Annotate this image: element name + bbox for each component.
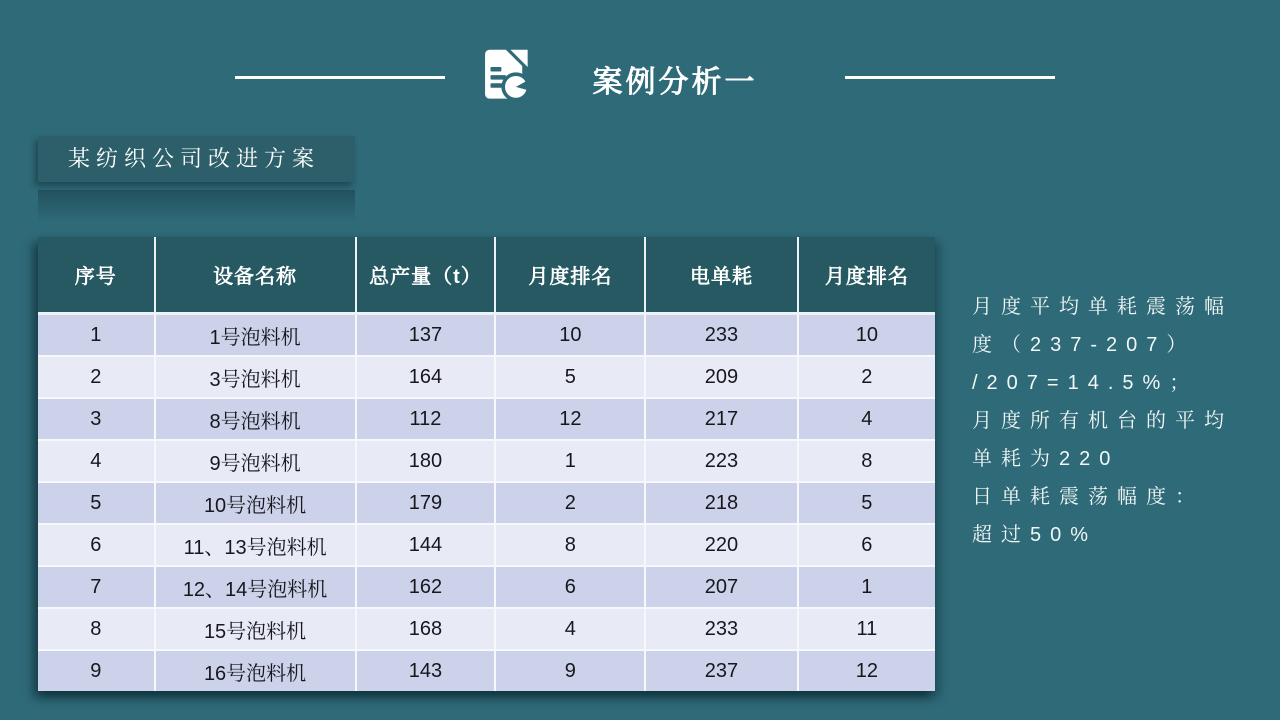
table-cell: 223 [645, 440, 797, 482]
column-header: 序号 [38, 237, 155, 314]
table-cell: 11、13号泡料机 [155, 524, 356, 566]
document-chart-icon [476, 45, 534, 107]
table-cell: 3 [38, 398, 155, 440]
table-cell: 2 [495, 482, 645, 524]
table-cell: 1 [798, 566, 935, 608]
table-cell: 6 [798, 524, 935, 566]
equipment-table [38, 237, 935, 691]
note-line: 月度平均单耗震荡幅 [972, 296, 1233, 318]
table-cell: 10 [798, 314, 935, 357]
table-cell: 220 [645, 524, 797, 566]
table-cell: 8 [495, 524, 645, 566]
table-cell: 12 [798, 650, 935, 691]
table-cell: 4 [798, 398, 935, 440]
table-row [38, 314, 935, 357]
column-header: 月度排名 [798, 237, 935, 314]
table-cell: 162 [356, 566, 496, 608]
table-cell: 7 [38, 566, 155, 608]
table-cell: 233 [645, 608, 797, 650]
table-row [38, 524, 935, 566]
subtitle-plaque: 某纺织公司改进方案 [38, 136, 355, 182]
table-cell: 180 [356, 440, 496, 482]
table-cell: 12 [495, 398, 645, 440]
table-cell: 4 [495, 608, 645, 650]
table-cell: 8号泡料机 [155, 398, 356, 440]
note-line: /207=14.5%； [972, 372, 1199, 394]
table-cell: 237 [645, 650, 797, 691]
column-header: 月度排名 [495, 237, 645, 314]
table-cell: 16号泡料机 [155, 650, 356, 691]
table-row [38, 440, 935, 482]
notes-panel [972, 288, 1233, 554]
page-title: 案例分析一 [592, 66, 758, 99]
table-cell: 143 [356, 650, 496, 691]
table-row [38, 482, 935, 524]
table-cell: 6 [38, 524, 155, 566]
table-cell: 112 [356, 398, 496, 440]
table-row [38, 356, 935, 398]
table-cell: 11 [798, 608, 935, 650]
table-cell: 8 [798, 440, 935, 482]
table-cell: 217 [645, 398, 797, 440]
table-cell: 2 [38, 356, 155, 398]
table-cell: 179 [356, 482, 496, 524]
table-cell: 6 [495, 566, 645, 608]
column-header: 电单耗 [645, 237, 797, 314]
note-line: 月度所有机台的平均 [972, 410, 1233, 432]
table-cell: 137 [356, 314, 496, 357]
table-cell: 144 [356, 524, 496, 566]
table-row [38, 650, 935, 691]
table-cell: 168 [356, 608, 496, 650]
table-body [38, 314, 935, 692]
table-cell: 164 [356, 356, 496, 398]
table-cell: 218 [645, 482, 797, 524]
table-cell: 4 [38, 440, 155, 482]
table-row [38, 237, 935, 314]
table-cell: 5 [798, 482, 935, 524]
column-header: 设备名称 [155, 237, 356, 314]
table-cell: 233 [645, 314, 797, 357]
table-cell: 9号泡料机 [155, 440, 356, 482]
table-row [38, 566, 935, 608]
table-cell: 209 [645, 356, 797, 398]
table-cell: 1号泡料机 [155, 314, 356, 357]
table-cell: 10 [495, 314, 645, 357]
table-cell: 207 [645, 566, 797, 608]
table-cell: 5 [38, 482, 155, 524]
title-divider-left [235, 76, 445, 79]
table-cell: 9 [495, 650, 645, 691]
table-cell: 10号泡料机 [155, 482, 356, 524]
table-row [38, 398, 935, 440]
table-cell: 2 [798, 356, 935, 398]
note-line: 日单耗震荡幅度： [972, 486, 1204, 508]
note-line: 超过50% [972, 524, 1098, 546]
table-header-row [38, 237, 935, 314]
table-cell: 5 [495, 356, 645, 398]
table-cell: 1 [38, 314, 155, 357]
table-row [38, 608, 935, 650]
table-cell: 9 [38, 650, 155, 691]
table-cell: 1 [495, 440, 645, 482]
note-line: 度（237-207） [972, 334, 1196, 356]
table-cell: 3号泡料机 [155, 356, 356, 398]
table-cell: 12、14号泡料机 [155, 566, 356, 608]
title-divider-right [845, 76, 1055, 79]
table-cell: 8 [38, 608, 155, 650]
column-header: 总产量（t） [356, 237, 496, 314]
table-cell: 15号泡料机 [155, 608, 356, 650]
note-line: 单耗为220 [972, 448, 1120, 470]
subtitle-reflection [38, 190, 355, 222]
